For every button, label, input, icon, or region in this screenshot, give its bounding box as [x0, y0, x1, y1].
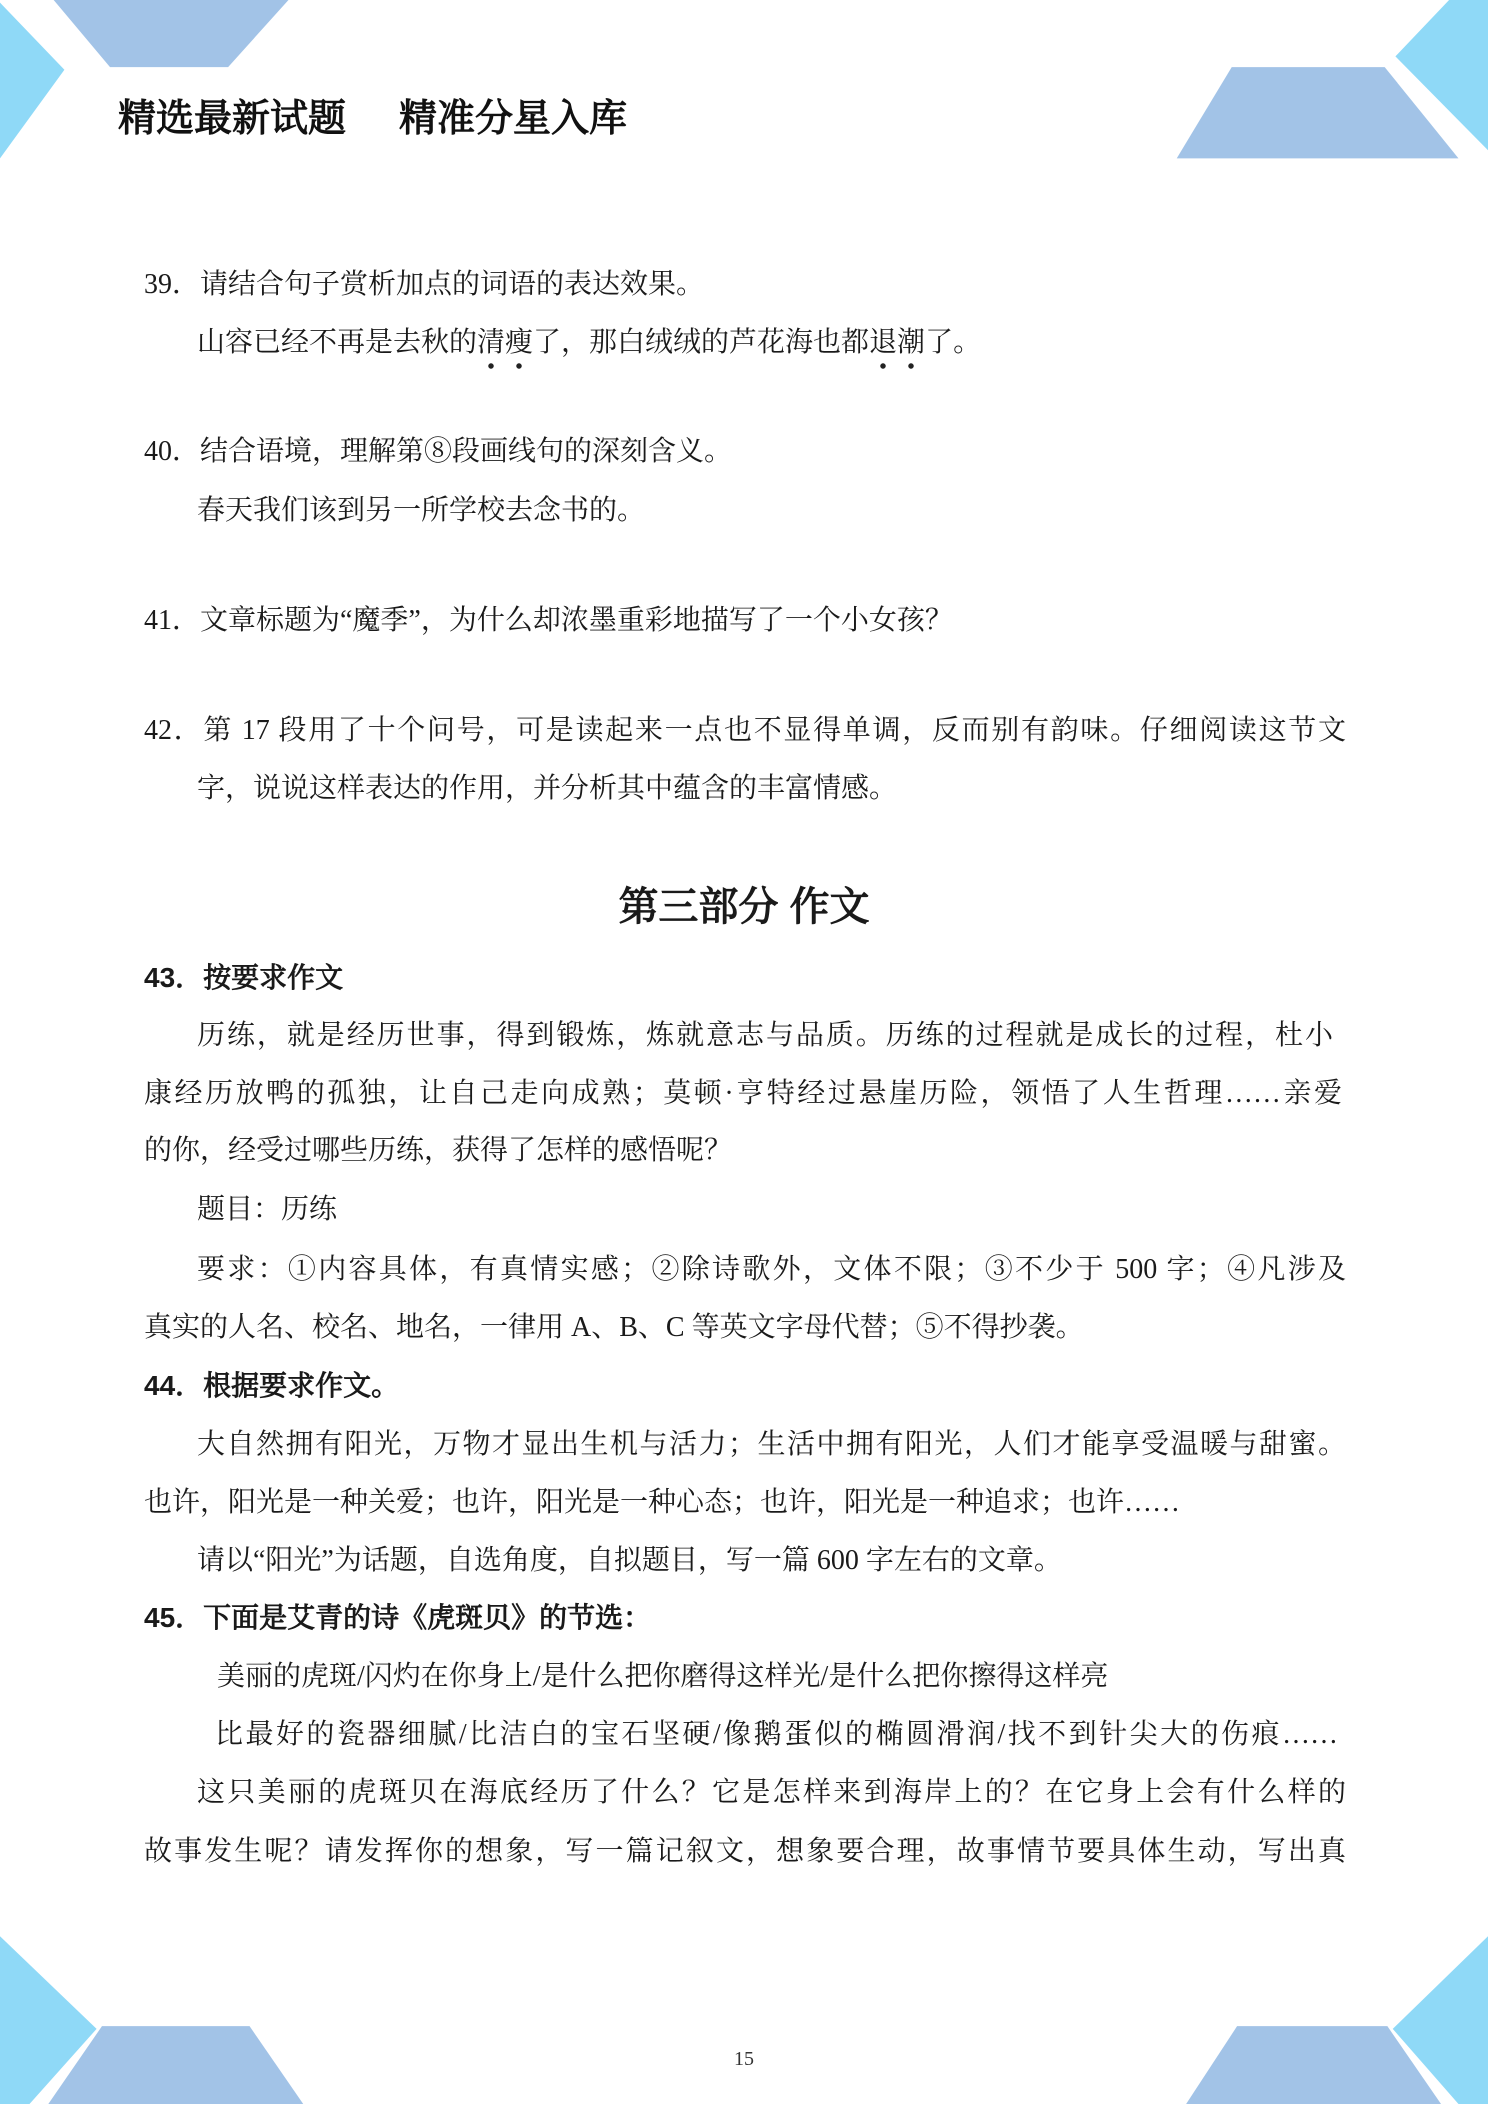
q39-sentence-part: 了。 [925, 327, 982, 358]
q45-poem-line: 美丽的虎斑/闪灼在你身上/是什么把你磨得这样光/是什么把你擦得这样亮 [217, 1661, 1109, 1692]
q42-prompt-line: 42．第 17 段用了十个问号，可是读起来一点也不显得单调，反而别有韵味。仔细阅读这节文 [144, 715, 1346, 746]
q43-topic: 题目：历练 [197, 1194, 338, 1225]
q44-instruction: 请以“阳光”为话题，自选角度，自拟题目，写一篇 600 字左右的文章。 [197, 1545, 1062, 1576]
q39-sentence [197, 323, 981, 363]
header-title-right: 精准分星入库 [399, 98, 628, 140]
q43-material-line: 康经历放鸭的孤独，让自己走向成熟；莫顿·亨特经过悬崖历险，领悟了人生哲理……亲爱 [144, 1078, 1342, 1109]
q39-emphasized-word: 清瘦 [477, 327, 533, 370]
q43-title: 43．按要求作文 [144, 962, 344, 993]
q44-title: 44．根据要求作文。 [144, 1370, 400, 1401]
q39-emphasized-word: 退潮 [869, 327, 925, 370]
q45-instruction-line: 故事发生呢？请发挥你的想象，写一篇记叙文，想象要合理，故事情节要具体生动，写出真 [144, 1836, 1346, 1867]
q45-instruction-line: 这只美丽的虎斑贝在海底经历了什么？它是怎样来到海岸上的？在它身上会有什么样的 [197, 1777, 1346, 1808]
q43-material-line: 历练，就是经历世事，得到锻炼，炼就意志与品质。历练的过程就是成长的过程，杜小 [197, 1020, 1333, 1051]
header-title-left: 精选最新试题 [118, 98, 347, 140]
q39-sentence-part: 了，那白绒绒的芦花海也都 [533, 327, 870, 358]
q44-material-line: 大自然拥有阳光，万物才显出生机与活力；生活中拥有阳光，人们才能享受温暖与甜蜜。 [197, 1429, 1346, 1460]
q44-material-line: 也许，阳光是一种关爱；也许，阳光是一种心态；也许，阳光是一种追求；也许…… [144, 1487, 1181, 1518]
q43-requirement-line: 真实的人名、校名、地名，一律用 A、B、C 等英文字母代替；⑤不得抄袭。 [144, 1312, 1084, 1343]
section-heading-composition: 第三部分 作文 [618, 885, 870, 929]
q43-material-line: 的你，经受过哪些历练，获得了怎样的感悟呢？ [144, 1135, 733, 1166]
q42-prompt-line: 字，说说这样表达的作用，并分析其中蕴含的丰富情感。 [197, 773, 898, 804]
corner-triangle-top-left [0, 3, 64, 159]
page-number: 15 [734, 2048, 754, 2070]
q41-prompt: 41．文章标题为“魔季”，为什么却浓墨重彩地描写了一个小女孩？ [144, 605, 953, 636]
corner-trapezoid-top-right [1177, 67, 1459, 158]
q45-poem-line: 比最好的瓷器细腻/比洁白的宝石坚硬/像鹅蛋似的椭圆滑润/找不到针尖大的伤痕…… [215, 1719, 1338, 1750]
corner-trapezoid-top-left [54, 0, 289, 67]
q40-sentence: 春天我们该到另一所学校去念书的。 [197, 495, 646, 526]
q43-requirement-line: 要求：①内容具体，有真情实感；②除诗歌外，文体不限；③不少于 500 字；④凡涉及 [197, 1254, 1346, 1285]
q39-prompt: 39．请结合句子赏析加点的词语的表达效果。 [144, 269, 705, 300]
q45-title: 45．下面是艾青的诗《虎斑贝》的节选： [144, 1602, 652, 1633]
q39-sentence-part: 山容已经不再是去秋的 [197, 327, 478, 358]
q40-prompt: 40．结合语境，理解第⑧段画线句的深刻含义。 [144, 436, 733, 467]
